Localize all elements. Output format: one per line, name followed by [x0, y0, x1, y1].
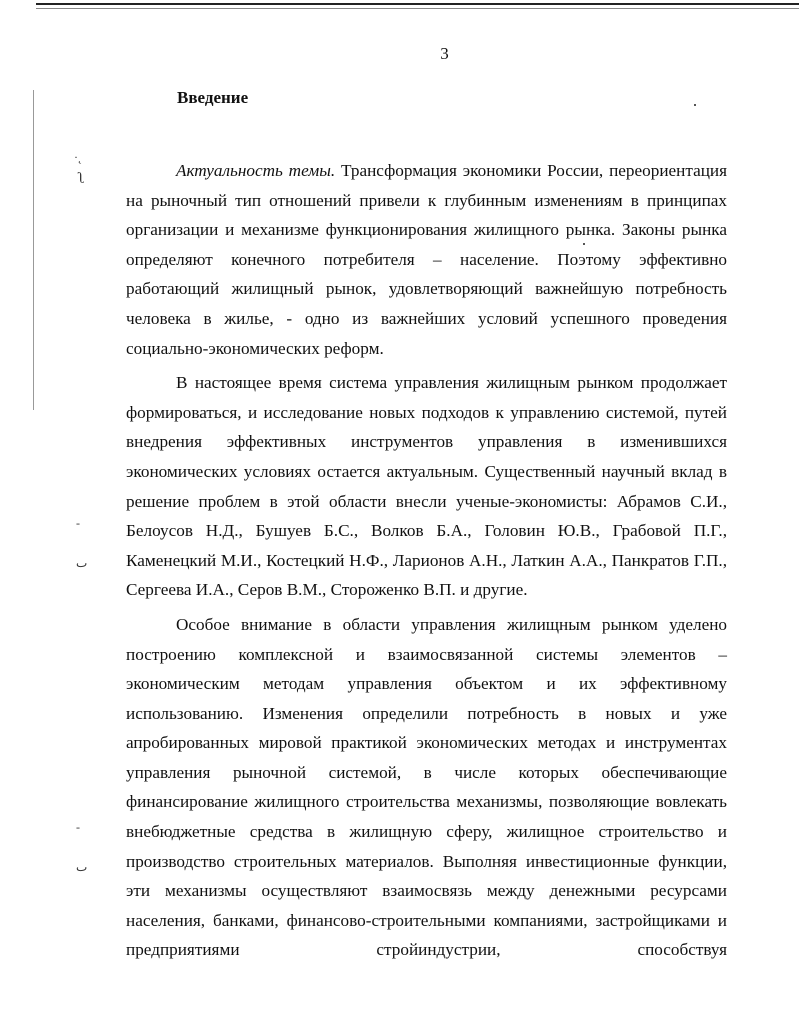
paragraph-methods: Особое внимание в области управления жилищным рынком уделено построению комплексной и взаимосвязанной системы элементов – экономическим методам управления объектом и их эффективному использованию. Изменения определили потребность в новых и уже апробированных мировой практикой экономических методах и инструментах управления рыночной системой, в числе которых обеспечивающие финансирование жилищного строительства механизмы, позволяющие вовлекать внебюджетные средства в жилищную сферу, жилищное строительство и производство строительных материалов. Выполняя инвестиционные функции, эти механизмы осуществляют взаимосвязь между денежными ресурсами населения, банками, финансово-строительными компаниями, застройщиками и предприятиями стройиндустрии, способствуя — [126, 614, 727, 960]
scan-artifact-mark: ٮ — [76, 860, 88, 874]
page-number: 3 — [440, 44, 449, 63]
document-body — [126, 156, 727, 965]
relevance-lead: Актуальность темы. — [176, 161, 336, 180]
scan-artifact-mark: - — [76, 820, 80, 834]
scan-artifact-mark: ʅ — [78, 170, 85, 187]
scan-artifact-mark: - — [76, 516, 80, 530]
scan-top-border-thin — [36, 8, 799, 9]
section-heading: Введение — [177, 88, 249, 107]
scan-speck — [694, 104, 696, 106]
paragraph-relevance — [126, 156, 727, 363]
scan-artifact-mark: ·˛ — [74, 150, 82, 164]
scan-artifact-mark: ٮ — [76, 556, 88, 570]
scan-top-border — [36, 3, 799, 5]
scan-margin-line — [33, 90, 34, 410]
relevance-text: Трансформация экономики России, переориентация на рыночный тип отношений привели к глубинным изменениям в принципах организации и механизме функционирования жилищного рынка. Законы рынка определяют конечного потребителя – население. Поэтому эффективно работающий жилищный рынок, удовлетворяющий важнейшую потребность человека в жилье, - одно из важнейших условий успешного проведения социально-экономических реформ. — [126, 161, 727, 358]
paragraph-research: В настоящее время система управления жилищным рынком продолжает формироваться, и исследование новых подходов к управлению системой, путей внедрения эффективных инструментов управления в изменившихся экономических условиях остается актуальным. Существенный научный вклад в решение проблем в этой области внесли ученые-экономисты: Абрамов С.И., Белоусов Н.Д., Бушуев Б.С., Волков Б.А., Головин Ю.В., Грабовой П.Г., Каменецкий М.И., Костецкий Н.Ф., Ларионов А.Н., Латкин А.А., Панкратов Г.П., Сергеева И.А., Серов В.М., Стороженко В.П. и другие. — [126, 373, 727, 600]
